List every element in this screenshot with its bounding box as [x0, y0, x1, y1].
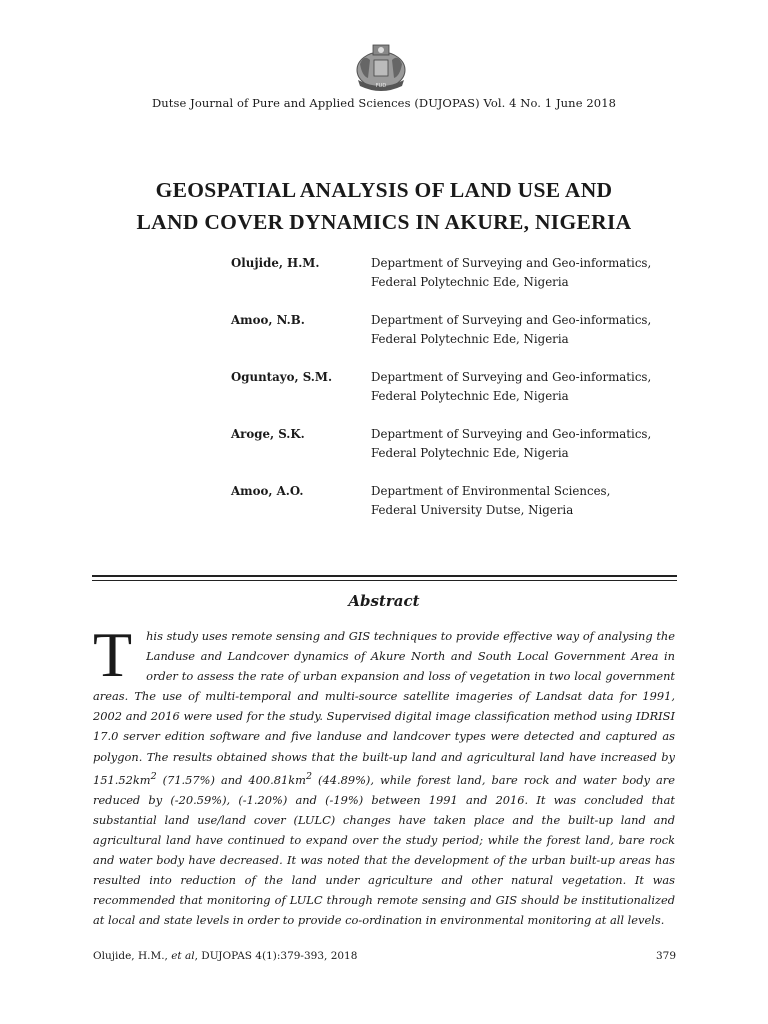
citation-authors: Olujide, H.M., — [93, 950, 172, 962]
journal-logo — [350, 42, 412, 92]
title-line-2: LAND COVER DYNAMICS IN AKURE, NIGERIA — [136, 210, 632, 234]
section-divider-thin — [92, 580, 677, 581]
author-affiliation — [371, 311, 691, 349]
drop-cap: T — [93, 619, 133, 690]
author-name: Aroge, S.K. — [231, 427, 305, 441]
affiliation-line: Department of Surveying and Geo-informatics, — [371, 427, 652, 441]
affiliation-line: Federal Polytechnic Ede, Nigeria — [371, 275, 569, 289]
section-divider — [92, 575, 677, 577]
affiliation-line: Federal Polytechnic Ede, Nigeria — [371, 332, 569, 346]
affiliation-line: Department of Surveying and Geo-informatics, — [371, 313, 652, 327]
abstract-text-part: his study uses remote sensing and GIS techniques to provide effective way of analysing the Landuse and Landcover dynamics of Akure North and South Local Government Area in order to assess the rate of urban expansion and loss of vegetation in two local government areas. The use of multi-temporal and multi-source satellite imageries of Landsat data for 1991, 2002 and 2016 were used for the study. Supervised digital image classification method using IDRISI 17.0 server edition software and five landuse and landcover types were detected and captured as polygon. The results obtained shows that the built-up land and agricultural land have increased by 151.52km — [93, 629, 675, 787]
svg-text:FUD: FUD — [375, 83, 387, 89]
author-affiliation — [371, 254, 691, 292]
author-entry — [231, 482, 691, 539]
affiliation-line: Federal Polytechnic Ede, Nigeria — [371, 389, 569, 403]
abstract-text-part: (71.57%) and 400.81km — [156, 772, 306, 787]
citation — [93, 950, 357, 962]
page-number: 379 — [655, 950, 676, 962]
affiliation-line: Department of Surveying and Geo-informatics, — [371, 370, 652, 384]
author-name: Oguntayo, S.M. — [231, 370, 333, 384]
citation-etal: et al — [171, 950, 195, 962]
author-name: Olujide, H.M. — [231, 256, 320, 270]
author-entry — [231, 425, 691, 482]
title-line-1: GEOSPATIAL ANALYSIS OF LAND USE AND — [155, 178, 613, 202]
journal-header: Dutse Journal of Pure and Applied Sciences (DUJOPAS) Vol. 4 No. 1 June 2018 — [151, 96, 617, 110]
affiliation-line: Federal Polytechnic Ede, Nigeria — [371, 446, 569, 460]
author-entry — [231, 311, 691, 368]
author-name: Amoo, N.B. — [231, 313, 305, 327]
author-affiliation — [371, 368, 691, 406]
author-list — [231, 254, 691, 539]
author-name: Amoo, A.O. — [231, 484, 304, 498]
citation-source: , DUJOPAS 4(1):379-393, 2018 — [194, 950, 358, 962]
superscript: 2 — [150, 770, 157, 782]
abstract-heading: Abstract — [348, 592, 420, 610]
abstract-text-part: (44.89%), while forest land, bare rock and water body are reduced by (-20.59%), (-1.20%) and (-19%) between 1991 and 2016. It was concluded that substantial land use/land cover (LULC) changes have taken place and the built-up land and agricultural land have continued to expand over the study period; while the forest land, bare rock and water body have decreased. It was noted that the development of the urban built-up areas has resulted into reduction of the land under agriculture and other natural vegetation. It was recommended that monitoring of LULC through remote sensing and GIS should be institutionalized at local and state levels in order to provide co-ordination in environmental monitoring at all levels. — [93, 772, 675, 928]
author-affiliation — [371, 482, 691, 520]
author-affiliation — [371, 425, 691, 463]
affiliation-line: Department of Environmental Sciences, — [371, 484, 611, 498]
paper-title — [60, 174, 708, 238]
abstract-text — [93, 619, 675, 930]
author-entry — [231, 254, 691, 311]
affiliation-line: Department of Surveying and Geo-informatics, — [371, 256, 652, 270]
author-entry — [231, 368, 691, 425]
superscript: 2 — [305, 770, 312, 782]
affiliation-line: Federal University Dutse, Nigeria — [371, 503, 574, 517]
